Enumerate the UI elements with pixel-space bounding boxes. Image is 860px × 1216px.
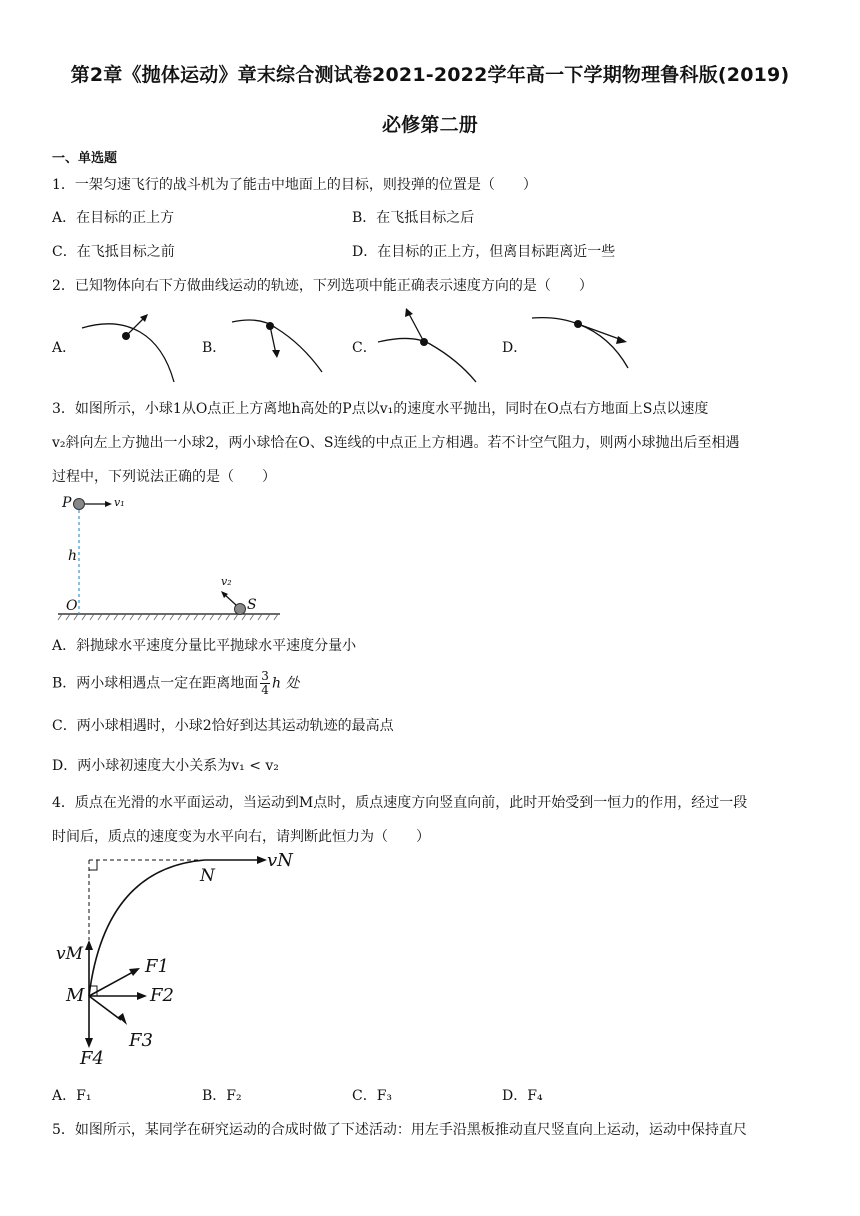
question-2-label-a: A． [52, 340, 77, 356]
question-4-option-b: B．F₂ [202, 1088, 242, 1104]
question-3-option-d: D．两小球初速度大小关系为v₁ < v₂ [52, 758, 279, 774]
document-title-line2: 必修第二册 [381, 114, 478, 136]
fraction-three-quarters: $\frac{3}{4}$ [261, 669, 269, 697]
fig4-label-f4: F4 [80, 1048, 104, 1069]
question-3-option-c: C．两小球相遇时，小球2恰好到达其运动轨迹的最高点 [52, 718, 394, 734]
fig3-label-h: h [68, 548, 78, 564]
fig3-label-s: S [247, 597, 257, 613]
question-3-option-b [52, 670, 299, 697]
question-3-figure [58, 490, 298, 625]
fig4-label-vm: vM [56, 944, 84, 964]
fig3-label-o: O [66, 598, 78, 614]
question-4-line-2: 时间后，质点的速度变为水平向右，请判断此恒力为（ ） [52, 829, 430, 845]
question-1-option-b: B．在飞抵目标之后 [352, 210, 475, 226]
question-2-figure-c [378, 306, 488, 386]
fig4-label-f2: F2 [150, 985, 174, 1006]
question-2-label-c: C． [352, 340, 377, 356]
question-3-line-1: 3．如图所示，小球1从O点正上方离地h高处的P点以v₁的速度水平抛出，同时在O点右方地面上S点以速度 [52, 401, 709, 417]
question-3-option-b-tail: h 处 [271, 675, 300, 692]
question-5-line-1: 5．如图所示，某同学在研究运动的合成时做了下述活动：用左手沿黑板推动直尺竖直向上运动，运动中保持直尺 [52, 1122, 747, 1138]
fig4-label-vn: vN [267, 850, 293, 871]
question-4-option-d: D．F₄ [502, 1088, 543, 1104]
question-4-option-a: A．F₁ [52, 1088, 92, 1104]
fig4-label-f3: F3 [129, 1030, 153, 1051]
question-4-line-1: 4．质点在光滑的水平面运动，当运动到M点时，质点速度方向竖直向前，此时开始受到一恒力的作用，经过一段 [52, 795, 748, 811]
document-title-line1: 第2章《抛体运动》章末综合测试卷2021-2022学年高一下学期物理鲁科版(2019) [70, 64, 790, 86]
question-3-line-2: v₂斜向左上方抛出一小球2，两小球恰在O、S连线的中点正上方相遇。若不计空气阻力，则两小球抛出后至相遇 [52, 435, 740, 451]
fig3-label-p: P [62, 495, 72, 511]
section-heading: 一、单选题 [52, 151, 118, 166]
question-3-option-a: A．斜抛球水平速度分量比平抛球水平速度分量小 [52, 638, 357, 654]
question-3-line-3: 过程中，下列说法正确的是（ ） [52, 469, 276, 485]
question-2-label-d: D． [502, 340, 528, 356]
fig3-label-v1: v₁ [114, 496, 125, 509]
question-1-option-c: C．在飞抵目标之前 [52, 244, 175, 260]
question-2-label-b: B． [202, 340, 227, 356]
question-3-option-b-text: B．两小球相遇点一定在距离地面 [52, 675, 259, 692]
question-4-figure [55, 848, 295, 1068]
fig3-label-v2: v₂ [221, 575, 232, 588]
question-1-option-a: A．在目标的正上方 [52, 210, 175, 226]
fig4-label-n: N [200, 866, 215, 886]
fig4-label-f1: F1 [145, 956, 169, 977]
question-2-figure-a [80, 310, 180, 380]
question-1-option-d: D．在目标的正上方，但离目标距离近一些 [352, 244, 616, 260]
question-2-figure-b [230, 312, 330, 382]
fig4-label-m: M [66, 985, 85, 1006]
question-1-stem: 1．一架匀速飞行的战斗机为了能击中地面上的目标，则投弹的位置是（ ） [52, 177, 537, 193]
question-2-figure-d [532, 312, 652, 382]
question-2-stem: 2．已知物体向右下方做曲线运动的轨迹，下列选项中能正确表示速度方向的是（ ） [52, 278, 593, 294]
question-4-option-c: C．F₃ [352, 1088, 393, 1104]
